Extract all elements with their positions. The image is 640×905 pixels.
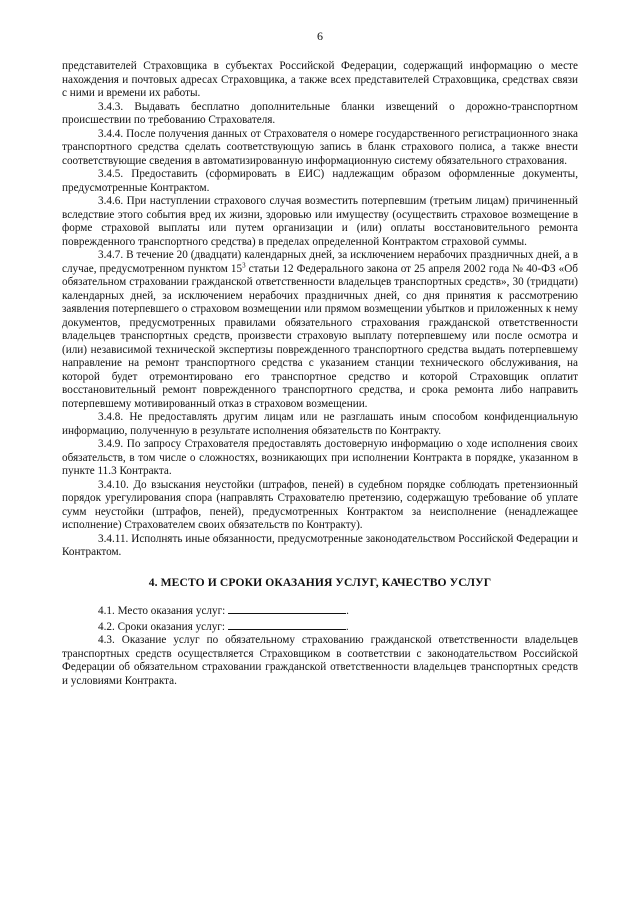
place-blank-field: [228, 603, 346, 614]
paragraph-3-4-10: 3.4.10. До взыскания неустойки (штрафов, пеней) в судебном порядке соблюдать претензионный порядок урегулирования спора (направлять Страхователю претензию, содержащую требование об уплате сумм неустойки (штрафов, пеней), предусмотренных Контрактом за неисполнение (ненадлежащее исполнение) Страхователем своих обязательств по Контракту).: [62, 478, 578, 531]
paragraph-3-4-3: 3.4.3. Выдавать бесплатно дополнительные бланки извещений о дорожно-транспортном происшествии по требованию Страхователя.: [62, 100, 578, 126]
paragraph-4-3: 4.3. Оказание услуг по обязательному страхованию гражданской ответственности владельцев транспортных средств осуществляется Страховщиком в соответствии с законодательством Российской Федерации об обязательном страховании гражданской ответственности владельцев транспортных средств и условиями Контракта.: [62, 634, 578, 687]
paragraph-3-4-4: 3.4.4. После получения данных от Страхователя о номере государственного регистрационного знака транспортного средства сделать соответствующую запись в бланк страхового полиса, а также внести соответствующие сведения в автоматизированную информационную систему обязательного страхования.: [62, 127, 578, 167]
paragraph-3-4-7: [62, 249, 578, 411]
document-body: [62, 60, 578, 688]
place-line-end: .: [346, 605, 349, 617]
paragraph-3-4-6: 3.4.6. При наступлении страхового случая возместить потерпевшим (третьим лицам) причиненный вследствие этого события вред их жизни, здоровью или имуществу (осуществить страховое возмещение в форме страховой выплаты или путем организации и (или) оплаты восстановительного ремонта поврежденного транспортного средства) в пределах определенной Контрактом страховой суммы.: [62, 195, 578, 248]
paragraph-3-4-11: 3.4.11. Исполнять иные обязанности, предусмотренные законодательством Российской Федерации и Контрактом.: [62, 532, 578, 558]
paragraph-4-2: [62, 619, 578, 635]
paragraph-3-4-8: 3.4.8. Не предоставлять другим лицам или не разглашать иным способом конфиденциальную информацию, полученную в результате исполнения обязательств по Контракту.: [62, 411, 578, 437]
place-label: 4.1. Место оказания услуг:: [98, 605, 226, 617]
paragraph-4-1: [62, 603, 578, 619]
superscript-3: 3: [242, 260, 246, 269]
paragraph-3-4-9: 3.4.9. По запросу Страхователя предоставлять достоверную информацию о ходе исполнения своих обязательств, в том числе о сложностях, возникающих при исполнении Контракта в порядке, указанном в пункте 11.3 Контракта.: [62, 438, 578, 477]
paragraph-3-4-5: 3.4.5. Предоставить (сформировать в ЕИС) надлежащим образом оформленные документы, предусмотренные Контрактом.: [62, 168, 578, 194]
paragraph-3-4-7-rest: статьи 12 Федерального закона от 25 апреля 2002 года № 40-ФЗ «Об обязательном страховании гражданской ответственности владельцев транспортных средств», 30 (тридцати) календарных дней, за исключением нерабочих праздничных дней, со дня принятия к рассмотрению заявления потерпевшего о страховом возмещении или прямом возмещении убытков и приложенных к нему документов, предусмотренных правилами обязательного страхования гражданской ответственности владельцев транспортных средств, произвести страховую выплату потерпевшему или после осмотра и (или) независимой технической экспертизы поврежденного транспортного средства выдать потерпевшему направление на ремонт транспортного средства с указанием станции технического обслуживания, на которой будет отремонтировано его транспортное средство и которой Страховщик оплатит восстановительный ремонт поврежденного транспортного средства, и срока ремонта либо направить потерпевшему мотивированный отказ в страховом возмещении.: [62, 262, 578, 410]
terms-line-end: .: [345, 620, 349, 633]
terms-blank-field: [228, 619, 346, 630]
page-number: 6: [317, 29, 323, 43]
paragraph-3-4-7-start: 3.4.7. В течение 20 (двадцати) календарных дней, за исключением нерабочих праздничных дней, а в случае, предусмотренном пунктом 15: [62, 249, 578, 275]
terms-label: 4.2. Сроки оказания услуг:: [98, 620, 226, 633]
paragraph-intro: представителей Страховщика в субъектах Российской Федерации, содержащий информацию о месте нахождения и почтовых адресах Страховщика, а также всех представителей Страховщика, средствах связи с ними и времени их работы.: [62, 60, 578, 99]
section-4-heading: 4. МЕСТО И СРОКИ ОКАЗАНИЯ УСЛУГ, КАЧЕСТВО УСЛУГ: [148, 575, 492, 589]
